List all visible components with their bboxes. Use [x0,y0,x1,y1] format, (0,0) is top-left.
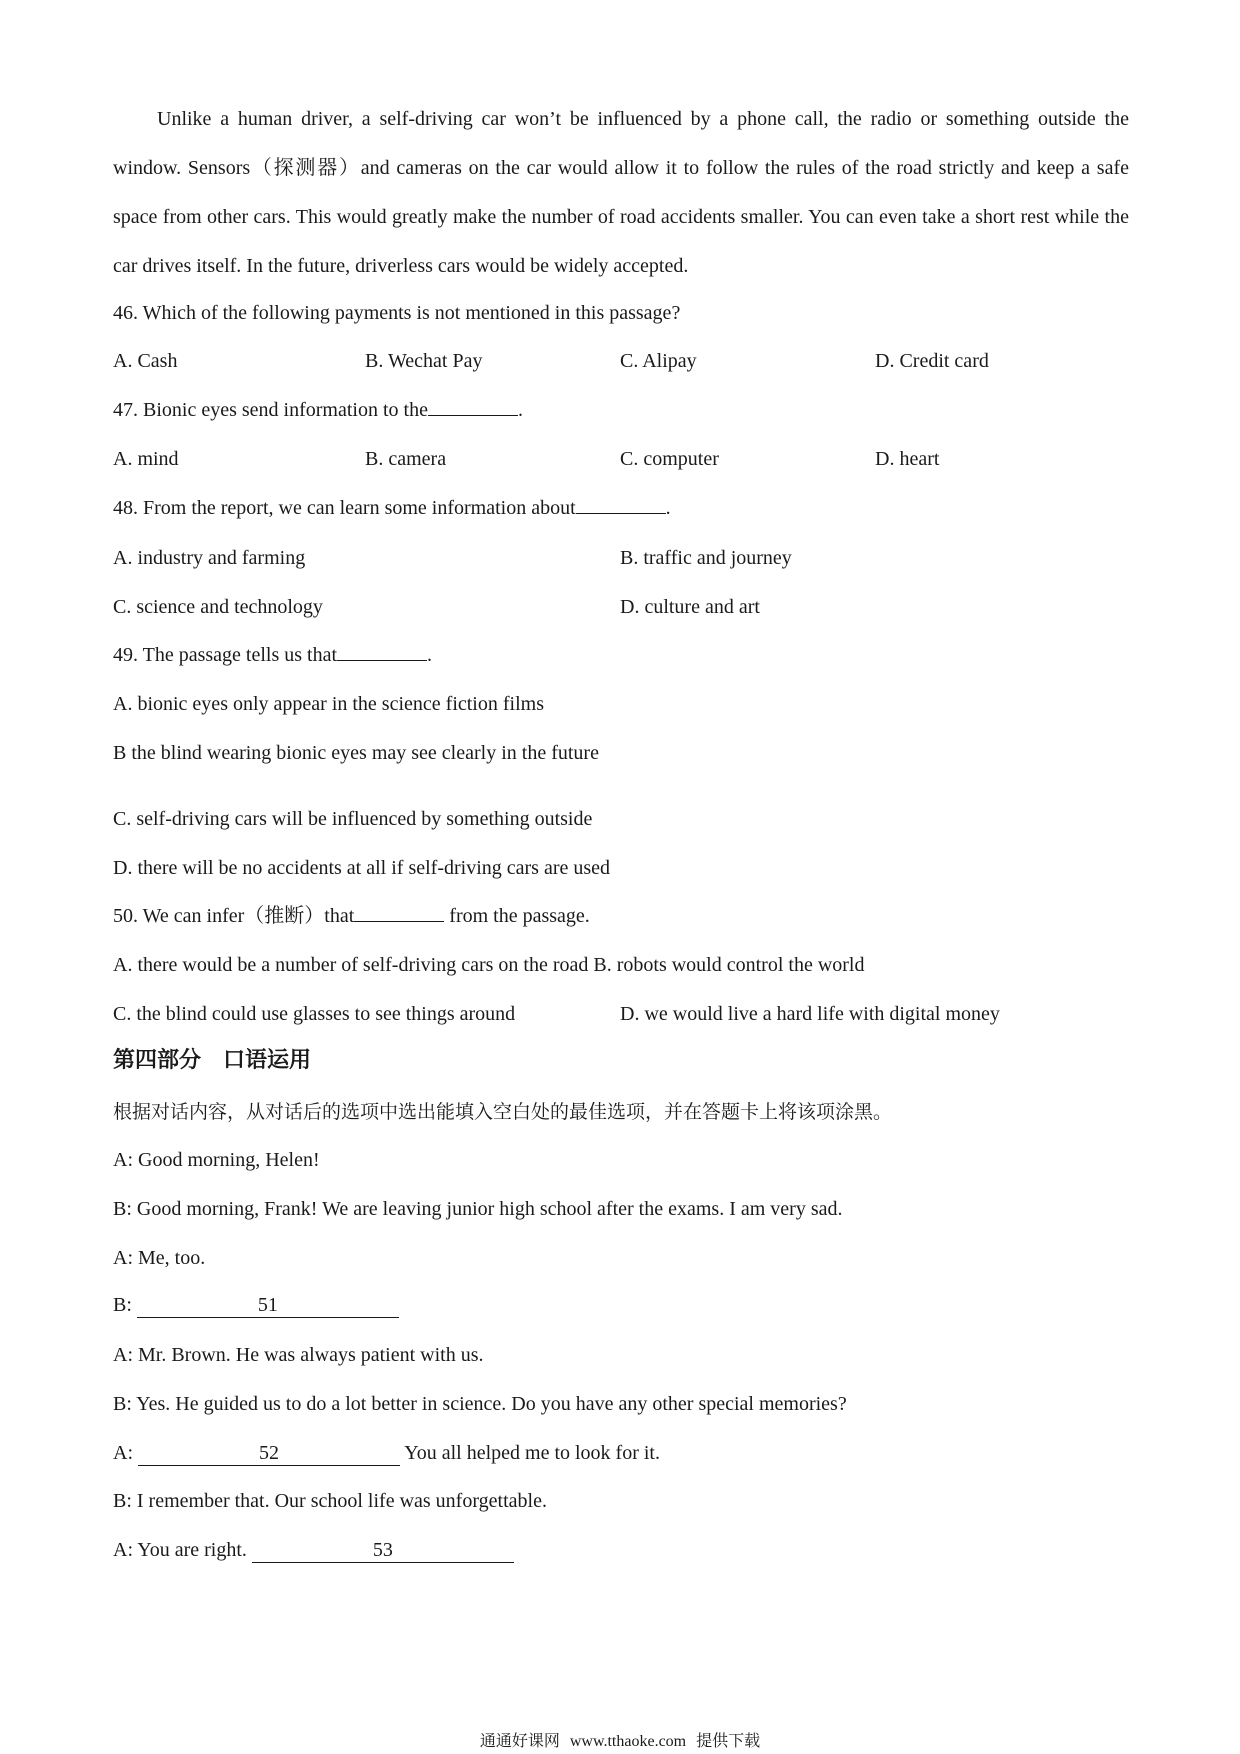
section-heading [113,1046,311,1076]
dialogue-line-6: B: Yes. He guided us to do a lot better in science. Do you have any other special memories? [113,1393,847,1415]
q50-blank [354,903,444,922]
section-instruction: 根据对话内容，从对话后的选项中选出能填入空白处的最佳选项，并在答题卡上将该项涂黑。 [113,1101,893,1123]
dialogue-line-3: A: Me, too. [113,1247,206,1269]
dialogue-line-9-text: A: You are right. [113,1539,247,1561]
question-48-stem [113,495,671,521]
dialogue-line-2: B: Good morning, Frank! We are leaving junior high school after the exams. I am very sad. [113,1198,843,1220]
page-footer [0,1731,1240,1752]
q49-blank [337,642,427,661]
q47-option-a[interactable]: A. mind [113,448,179,470]
q47-blank [428,397,518,416]
footer-site-link[interactable]: www.tthaoke.com [569,1733,687,1750]
speaker-b: B: [113,1294,132,1316]
section-title: 口语运用 [223,1048,312,1073]
speaker-a: A: [113,1442,133,1464]
q50-option-d[interactable]: D. we would live a hard life with digital money [620,1003,1000,1025]
q50-stem-end: from the passage. [444,905,590,927]
passage-paragraph: Unlike a human driver, a self-driving car won’t be influenced by a phone call, the radio or something outside the window. Sensors（探测器）and cameras on the car would allow it to follow the rules of the road strictly and keep a safe space from other cars. This would greatly make the number of road accidents smaller. You can even take a short rest while the car drives itself. In the future, driverless cars would be widely accepted. [113,108,1129,277]
question-46-stem: 46. Which of the following payments is not mentioned in this passage? [113,302,681,324]
dialogue-line-4 [113,1292,399,1318]
q50-option-c[interactable]: C. the blind could use glasses to see things around [113,1003,516,1025]
q48-option-b[interactable]: B. traffic and journey [620,547,792,569]
q49-option-b[interactable]: B the blind wearing bionic eyes may see clearly in the future [113,742,599,764]
q48-stem-end: . [665,497,671,519]
dialogue-line-5: A: Mr. Brown. He was always patient with us. [113,1344,484,1366]
q46-option-a[interactable]: A. Cash [113,350,178,372]
q48-option-c[interactable]: C. science and technology [113,596,323,618]
q49-option-c[interactable]: C. self-driving cars will be influenced by something outside [113,808,593,830]
q49-stem-text: 49. The passage tells us that [113,644,338,666]
dialogue-line-7 [113,1440,660,1466]
q48-option-a[interactable]: A. industry and farming [113,547,306,569]
q46-option-d[interactable]: D. Credit card [875,350,989,372]
answer-blank-52[interactable]: 52 [138,1441,400,1466]
q50-option-a-b[interactable]: A. there would be a number of self-driving cars on the road B. robots would control the world [113,954,865,976]
q47-option-d[interactable]: D. heart [875,448,940,470]
q47-stem-end: . [517,399,523,421]
question-49-stem [113,642,432,668]
q48-option-d[interactable]: D. culture and art [620,596,760,618]
q47-option-b[interactable]: B. camera [365,448,447,470]
question-47-stem [113,397,523,423]
footer-note: 提供下载 [696,1731,761,1750]
answer-blank-53[interactable]: 53 [252,1538,514,1563]
dialogue-line-9 [113,1537,514,1563]
q50-stem-text: 50. We can infer（推断）that [113,905,355,927]
q48-blank [576,495,666,514]
dialogue-line-8: B: I remember that. Our school life was unforgettable. [113,1490,547,1512]
q47-option-c[interactable]: C. computer [620,448,719,470]
q46-option-b[interactable]: B. Wechat Pay [365,350,483,372]
section-part: 第四部分 [113,1048,202,1073]
q49-stem-end: . [427,644,433,666]
q48-stem-text: 48. From the report, we can learn some information about [113,497,576,519]
q49-option-a[interactable]: A. bionic eyes only appear in the science fiction films [113,693,544,715]
footer-brand: 通通好课网 [479,1731,560,1750]
dialogue-line-1: A: Good morning, Helen! [113,1149,320,1171]
q46-option-c[interactable]: C. Alipay [620,350,697,372]
dialogue-line-7-rest: You all helped me to look for it. [404,1442,660,1464]
answer-blank-51[interactable]: 51 [137,1293,399,1318]
q49-option-d[interactable]: D. there will be no accidents at all if self-driving cars are used [113,857,611,879]
q47-stem-text: 47. Bionic eyes send information to the [113,399,428,421]
question-50-stem [113,903,590,929]
